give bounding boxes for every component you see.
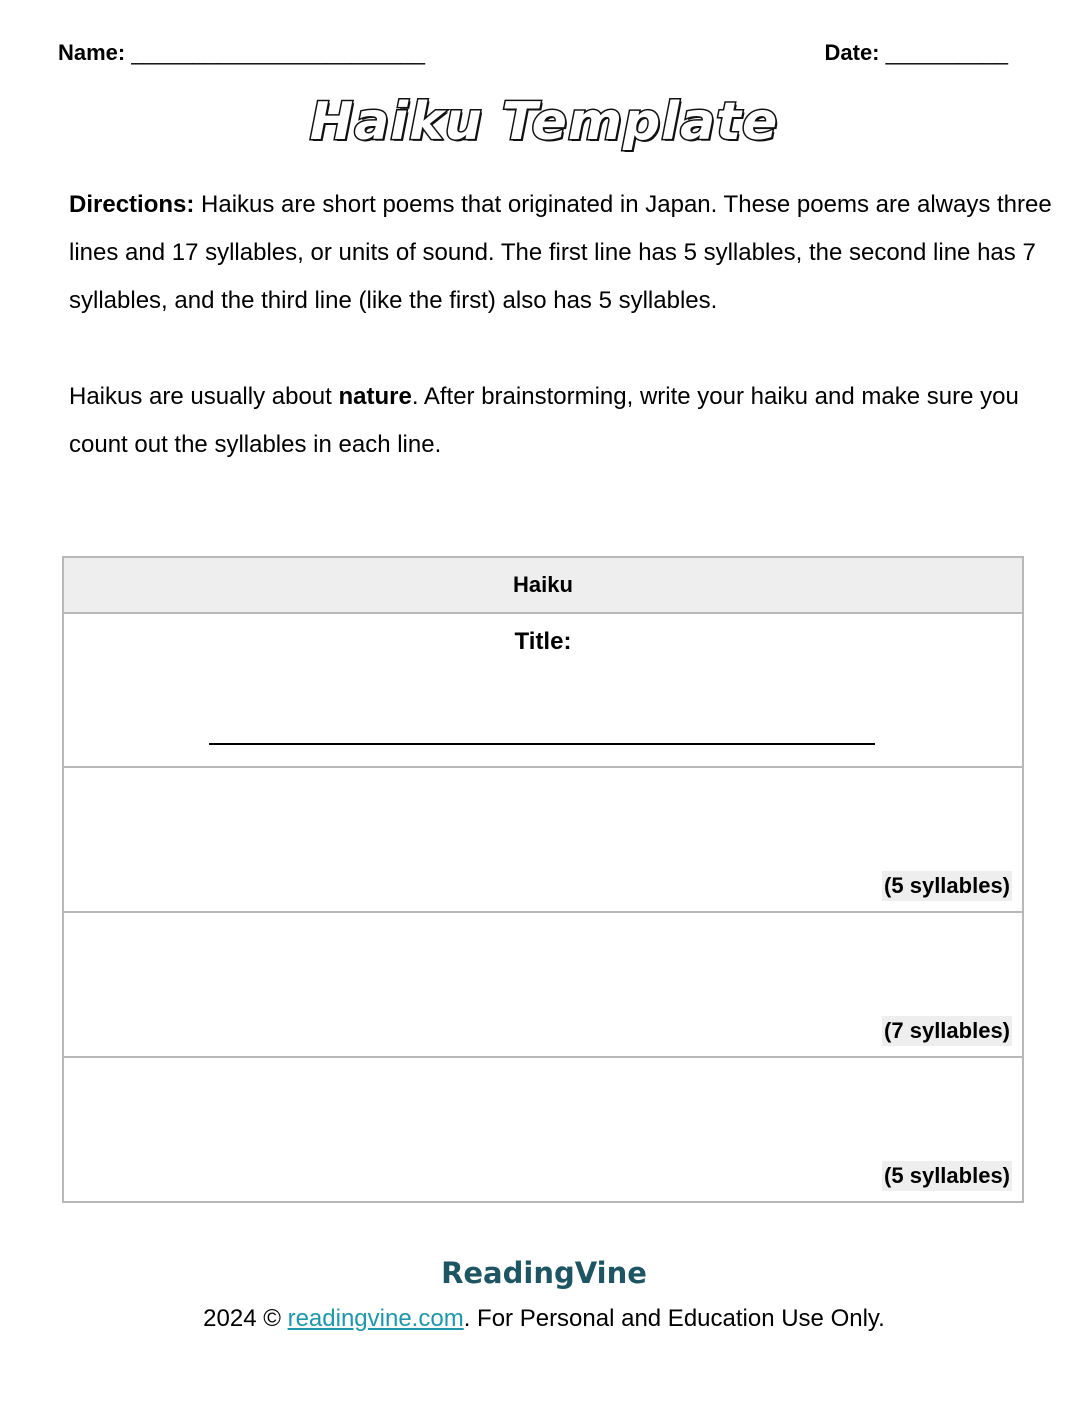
haiku-table bbox=[62, 556, 1024, 1203]
page-title: Haiku Template bbox=[309, 92, 779, 152]
directions-text: Haikus are short poems that originated in Japan. These poems are always three lines and 17 syllables, or units of sound. The first line has 5 syllables, the second line has 7 syllables, and the third line (like the first) also has 5 syllables. bbox=[69, 191, 1052, 314]
p2-before: Haikus are usually about bbox=[69, 383, 339, 410]
copyright-text: 2024 © bbox=[203, 1305, 288, 1332]
directions-label: Directions: bbox=[69, 191, 195, 218]
p2-after: . After brainstorming, write your haiku and make sure you count out the syllables in each line. bbox=[69, 383, 1019, 458]
date-label: Date: bbox=[824, 40, 880, 65]
directions-section bbox=[69, 181, 1059, 517]
readingvine-link[interactable]: readingvine.com bbox=[287, 1305, 464, 1332]
footer-text bbox=[0, 1305, 1088, 1333]
syllable-badge: (7 syllables) bbox=[882, 1016, 1012, 1046]
syllable-badge: (5 syllables) bbox=[882, 871, 1012, 901]
name-field[interactable] bbox=[58, 40, 425, 66]
title-label: Title: bbox=[514, 628, 572, 655]
title-underline bbox=[209, 743, 875, 745]
directions-paragraph-1 bbox=[69, 181, 1059, 325]
readingvine-logo: ReadingVine bbox=[441, 1256, 647, 1290]
table-header: Haiku bbox=[64, 558, 1022, 614]
header-row bbox=[58, 40, 1008, 76]
nature-bold: nature bbox=[338, 383, 412, 410]
date-field[interactable] bbox=[825, 40, 1009, 66]
name-label: Name: bbox=[58, 40, 126, 65]
haiku-line-3[interactable] bbox=[64, 1058, 1022, 1201]
haiku-line-2[interactable] bbox=[64, 913, 1022, 1058]
name-blank: ________________________ bbox=[131, 40, 426, 65]
date-blank: __________ bbox=[885, 40, 1008, 65]
syllable-badge: (5 syllables) bbox=[882, 1161, 1012, 1191]
title-cell[interactable] bbox=[64, 614, 1022, 768]
footer-suffix: . For Personal and Education Use Only. bbox=[463, 1305, 885, 1332]
haiku-line-1[interactable] bbox=[64, 768, 1022, 913]
directions-paragraph-2 bbox=[69, 373, 1059, 469]
